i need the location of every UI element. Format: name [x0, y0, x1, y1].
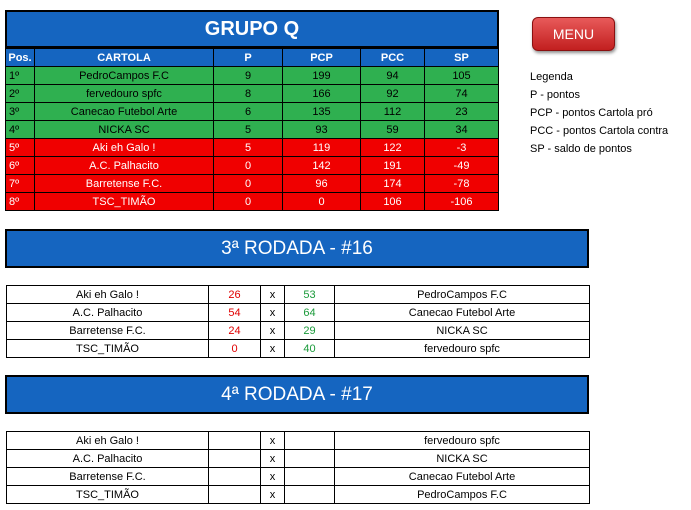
- row-pcp: 0: [283, 193, 361, 211]
- standings-row: [6, 157, 499, 175]
- standings-header-row: [6, 49, 499, 67]
- game-home-score: 0: [209, 340, 261, 358]
- row-pcp: 199: [283, 67, 361, 85]
- game-home-team: TSC_TIMÃO: [7, 340, 209, 358]
- round-title: 4ª RODADA - #17: [221, 383, 373, 405]
- row-p: 0: [214, 193, 283, 211]
- row-pos: 7º: [6, 175, 35, 193]
- row-pos: 3º: [6, 103, 35, 121]
- round-title-bar: [5, 229, 589, 268]
- row-team: A.C. Palhacito: [35, 157, 214, 175]
- game-away-team: Canecao Futebol Arte: [335, 304, 590, 322]
- game-row: [7, 450, 590, 468]
- row-p: 0: [214, 157, 283, 175]
- header-sp: SP: [425, 49, 499, 67]
- game-separator: x: [261, 486, 285, 504]
- row-sp: -78: [425, 175, 499, 193]
- row-pos: 2º: [6, 85, 35, 103]
- row-pcc: 92: [361, 85, 425, 103]
- game-separator: x: [261, 432, 285, 450]
- row-team: NICKA SC: [35, 121, 214, 139]
- row-sp: -3: [425, 139, 499, 157]
- row-pcc: 112: [361, 103, 425, 121]
- row-team: PedroCampos F.C: [35, 67, 214, 85]
- legend-item: P - pontos: [530, 89, 580, 101]
- game-row: [7, 468, 590, 486]
- row-pcc: 59: [361, 121, 425, 139]
- game-separator: x: [261, 322, 285, 340]
- game-away-score: [285, 468, 335, 486]
- game-away-score: [285, 450, 335, 468]
- row-p: 6: [214, 103, 283, 121]
- row-pcp: 119: [283, 139, 361, 157]
- round-title: 3ª RODADA - #16: [221, 237, 373, 259]
- standings-row: [6, 139, 499, 157]
- game-away-team: fervedouro spfc: [335, 432, 590, 450]
- row-p: 9: [214, 67, 283, 85]
- row-team: fervedouro spfc: [35, 85, 214, 103]
- game-away-score: [285, 432, 335, 450]
- game-home-team: Aki eh Galo !: [7, 432, 209, 450]
- game-home-team: Barretense F.C.: [7, 468, 209, 486]
- standings-row: [6, 85, 499, 103]
- game-home-score: [209, 450, 261, 468]
- menu-button[interactable]: [532, 17, 615, 51]
- row-pcp: 93: [283, 121, 361, 139]
- game-row: [7, 340, 590, 358]
- game-away-team: Canecao Futebol Arte: [335, 468, 590, 486]
- game-separator: x: [261, 340, 285, 358]
- row-pcp: 142: [283, 157, 361, 175]
- row-team: Barretense F.C.: [35, 175, 214, 193]
- row-sp: 105: [425, 67, 499, 85]
- game-home-team: Barretense F.C.: [7, 322, 209, 340]
- game-separator: x: [261, 450, 285, 468]
- row-sp: 34: [425, 121, 499, 139]
- game-away-score: 29: [285, 322, 335, 340]
- standings-row: [6, 175, 499, 193]
- game-home-team: A.C. Palhacito: [7, 450, 209, 468]
- standings-row: [6, 103, 499, 121]
- group-title: GRUPO Q: [204, 17, 300, 40]
- game-home-score: 26: [209, 286, 261, 304]
- game-home-score: [209, 432, 261, 450]
- row-pcc: 106: [361, 193, 425, 211]
- row-pcc: 191: [361, 157, 425, 175]
- game-separator: x: [261, 304, 285, 322]
- game-away-team: NICKA SC: [335, 322, 590, 340]
- game-separator: x: [261, 286, 285, 304]
- row-pcc: 94: [361, 67, 425, 85]
- standings-row: [6, 121, 499, 139]
- row-p: 5: [214, 121, 283, 139]
- game-home-team: TSC_TIMÃO: [7, 486, 209, 504]
- legend-title: Legenda: [530, 71, 573, 83]
- header-p: P: [214, 49, 283, 67]
- game-row: [7, 432, 590, 450]
- row-sp: -49: [425, 157, 499, 175]
- row-p: 0: [214, 175, 283, 193]
- game-home-score: 24: [209, 322, 261, 340]
- header-cartola: CARTOLA: [35, 49, 214, 67]
- game-away-team: NICKA SC: [335, 450, 590, 468]
- header-pcc: PCC: [361, 49, 425, 67]
- row-team: Canecao Futebol Arte: [35, 103, 214, 121]
- standings-row: [6, 193, 499, 211]
- game-row: [7, 486, 590, 504]
- game-away-team: fervedouro spfc: [335, 340, 590, 358]
- round-games-table: [6, 285, 590, 358]
- game-away-score: 64: [285, 304, 335, 322]
- group-title-bar: [5, 10, 499, 48]
- row-sp: -106: [425, 193, 499, 211]
- game-away-team: PedroCampos F.C: [335, 486, 590, 504]
- game-home-score: [209, 468, 261, 486]
- round-games-table: [6, 431, 590, 504]
- row-pcc: 174: [361, 175, 425, 193]
- row-pos: 1º: [6, 67, 35, 85]
- game-away-score: [285, 486, 335, 504]
- row-pos: 4º: [6, 121, 35, 139]
- header-pcp: PCP: [283, 49, 361, 67]
- row-pcp: 96: [283, 175, 361, 193]
- game-away-score: 40: [285, 340, 335, 358]
- row-pcc: 122: [361, 139, 425, 157]
- legend-item: PCC - pontos Cartola contra: [530, 125, 669, 137]
- row-pcp: 166: [283, 85, 361, 103]
- game-home-score: 54: [209, 304, 261, 322]
- standings-table: [5, 48, 499, 211]
- game-separator: x: [261, 468, 285, 486]
- game-home-team: Aki eh Galo !: [7, 286, 209, 304]
- game-row: [7, 286, 590, 304]
- row-sp: 23: [425, 103, 499, 121]
- row-pcp: 135: [283, 103, 361, 121]
- row-sp: 74: [425, 85, 499, 103]
- menu-button-label: MENU: [552, 26, 595, 42]
- round-title-bar: [5, 375, 589, 414]
- row-pos: 8º: [6, 193, 35, 211]
- standings-row: [6, 67, 499, 85]
- row-pos: 6º: [6, 157, 35, 175]
- header-pos: Pos.: [6, 49, 35, 67]
- row-pos: 5º: [6, 139, 35, 157]
- legend-item: PCP - pontos Cartola pró: [530, 107, 653, 119]
- legend: [530, 68, 668, 158]
- game-home-team: A.C. Palhacito: [7, 304, 209, 322]
- row-p: 5: [214, 139, 283, 157]
- row-p: 8: [214, 85, 283, 103]
- legend-item: SP - saldo de pontos: [530, 143, 632, 155]
- game-row: [7, 304, 590, 322]
- game-away-score: 53: [285, 286, 335, 304]
- row-team: TSC_TIMÃO: [35, 193, 214, 211]
- row-team: Aki eh Galo !: [35, 139, 214, 157]
- game-away-team: PedroCampos F.C: [335, 286, 590, 304]
- game-home-score: [209, 486, 261, 504]
- game-row: [7, 322, 590, 340]
